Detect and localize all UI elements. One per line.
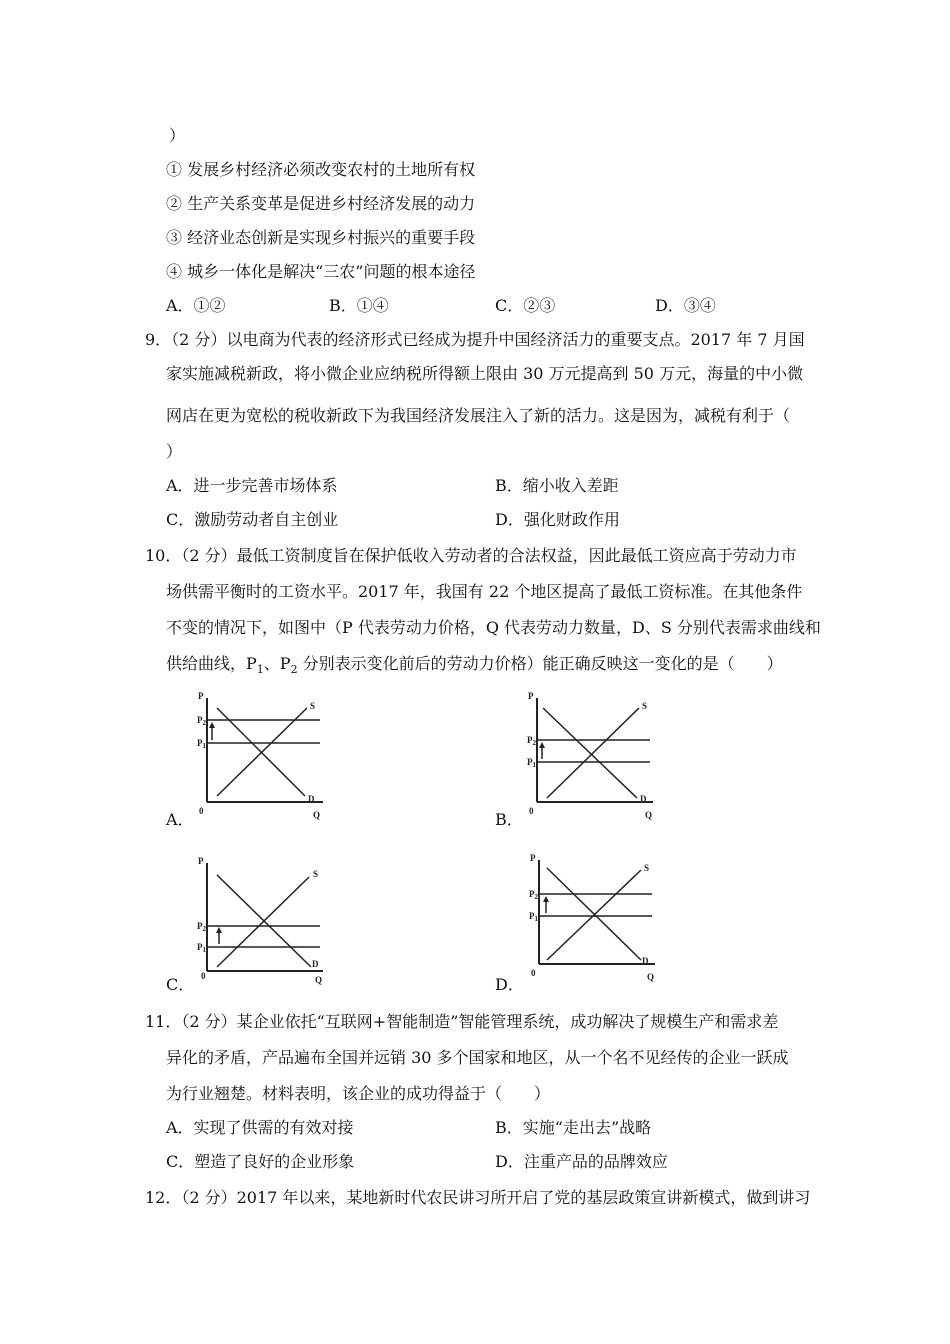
svg-text:S: S [644,863,650,873]
q8-option-d[interactable]: D．③④ [655,296,716,315]
svg-text:D: D [312,959,319,969]
q8-statement-1: ① 发展乡村经济必须改变农村的土地所有权 [166,160,476,179]
svg-text:S: S [642,701,648,711]
q11-option-d[interactable]: D．注重产品的品牌效应 [495,1152,668,1171]
graph-c [195,855,325,985]
svg-text:0: 0 [531,968,536,978]
q9-option-c[interactable]: C．激励劳动者自主创业 [166,510,339,529]
svg-text:P1: $P_1$ [197,738,206,750]
q12-text-line-1: 12．（2 分）2017 年以来，某地新时代农民讲习所开启了党的基层政策宣讲新模式，做到讲习 [145,1188,811,1207]
q8-option-b[interactable]: B．①④ [329,296,389,315]
q9-text-line-4: ） [166,442,183,461]
q8-statement-3: ③ 经济业态创新是实现乡村振兴的重要手段 [166,228,476,247]
graph-a [195,690,325,820]
q9-text-line-1: 9．（2 分）以电商为代表的经济形式已经成为提升中国经济活力的重要支点。2017 年 7 月国 [145,330,805,349]
svg-text:P2: $P_2$ [529,889,538,901]
q11-option-b[interactable]: B．实施“走出去”战略 [495,1118,652,1137]
svg-text:P2: $P_2$ [527,735,536,747]
axis-p-label: P [198,691,204,701]
q8-statement-4: ④ 城乡一体化是解决“三农”问题的根本途径 [166,262,476,281]
svg-text:P: P [530,853,536,863]
svg-text:S: S [313,869,319,879]
svg-text:Q: Q [645,810,653,820]
q10-text-line-4: 供给曲线，$P_1$、$P_2$ 分别表示变化前后的劳动力价格）能正确反映这一变化的是（ ） [166,654,783,677]
svg-text:P2: $P_2$ [197,921,206,933]
svg-text:P1: $P_1$ [529,911,538,923]
q8-statement-2: ② 生产关系变革是促进乡村经济发展的动力 [166,194,476,213]
q10-option-b[interactable]: B． [495,810,523,829]
q9-text-line-2: 家实施减税新政，将小微企业应纳税所得额上限由 30 万元提高到 50 万元，海量的中小微 [166,364,804,383]
svg-text:D: D [640,794,647,804]
graph-b [525,690,655,820]
q9-option-a[interactable]: A．进一步完善市场体系 [166,476,338,495]
svg-text:Q: Q [315,975,323,985]
demand-label: D [308,794,315,804]
q8-option-a[interactable]: A．①② [166,296,226,315]
q10-text-line-1: 10．（2 分）最低工资制度旨在保护低收入劳动者的合法权益，因此最低工资应高于劳动力市 [145,546,797,565]
q11-option-a[interactable]: A．实现了供需的有效对接 [166,1118,354,1137]
graph-d [527,852,657,982]
svg-text:Q: Q [647,972,655,982]
q10-text-line-3: 不变的情况下，如图中（P 代表劳动力价格，Q 代表劳动力数量，D、S 分别代表需求曲线和 [166,618,821,637]
supply-label: S [310,701,316,711]
q10-option-d[interactable]: D． [495,975,524,994]
svg-text:0: 0 [529,806,534,816]
q8-tail: ） [169,126,186,145]
q10-option-c[interactable]: C． [166,975,195,994]
q8-option-c[interactable]: C．②③ [495,296,556,315]
svg-text:P: P [528,691,534,701]
svg-text:0: 0 [199,806,204,816]
svg-text:P1: $P_1$ [197,942,206,954]
q9-text-line-3: 网店在更为宽松的税收新政下为我国经济发展注入了新的活力。这是因为，减税有利于（ [166,406,791,425]
svg-text:D: D [642,956,649,966]
q9-option-b[interactable]: B．缩小收入差距 [495,476,619,495]
axis-q-label: Q [313,810,321,820]
svg-text:P: P [198,856,204,866]
q11-text-line-3: 为行业翘楚。材料表明，该企业的成功得益于（ ） [166,1084,551,1103]
q9-option-d[interactable]: D．强化财政作用 [495,510,620,529]
svg-text:0: 0 [201,971,206,981]
svg-text:P2: $P_2$ [197,715,206,727]
q10-option-a[interactable]: A． [166,810,194,829]
q11-text-line-1: 11．（2 分）某企业依托“互联网+智能制造”智能管理系统，成功解决了规模生产和需求差 [145,1012,779,1031]
svg-text:P1: $P_1$ [527,757,536,769]
q10-text-line-2: 场供需平衡时的工资水平。2017 年，我国有 22 个地区提高了最低工资标准。在其他条件 [166,582,803,601]
q11-text-line-2: 异化的矛盾，产品遍布全国并远销 30 多个国家和地区，从一个名不见经传的企业一跃成 [166,1048,789,1067]
q11-option-c[interactable]: C．塑造了良好的企业形象 [166,1152,355,1171]
